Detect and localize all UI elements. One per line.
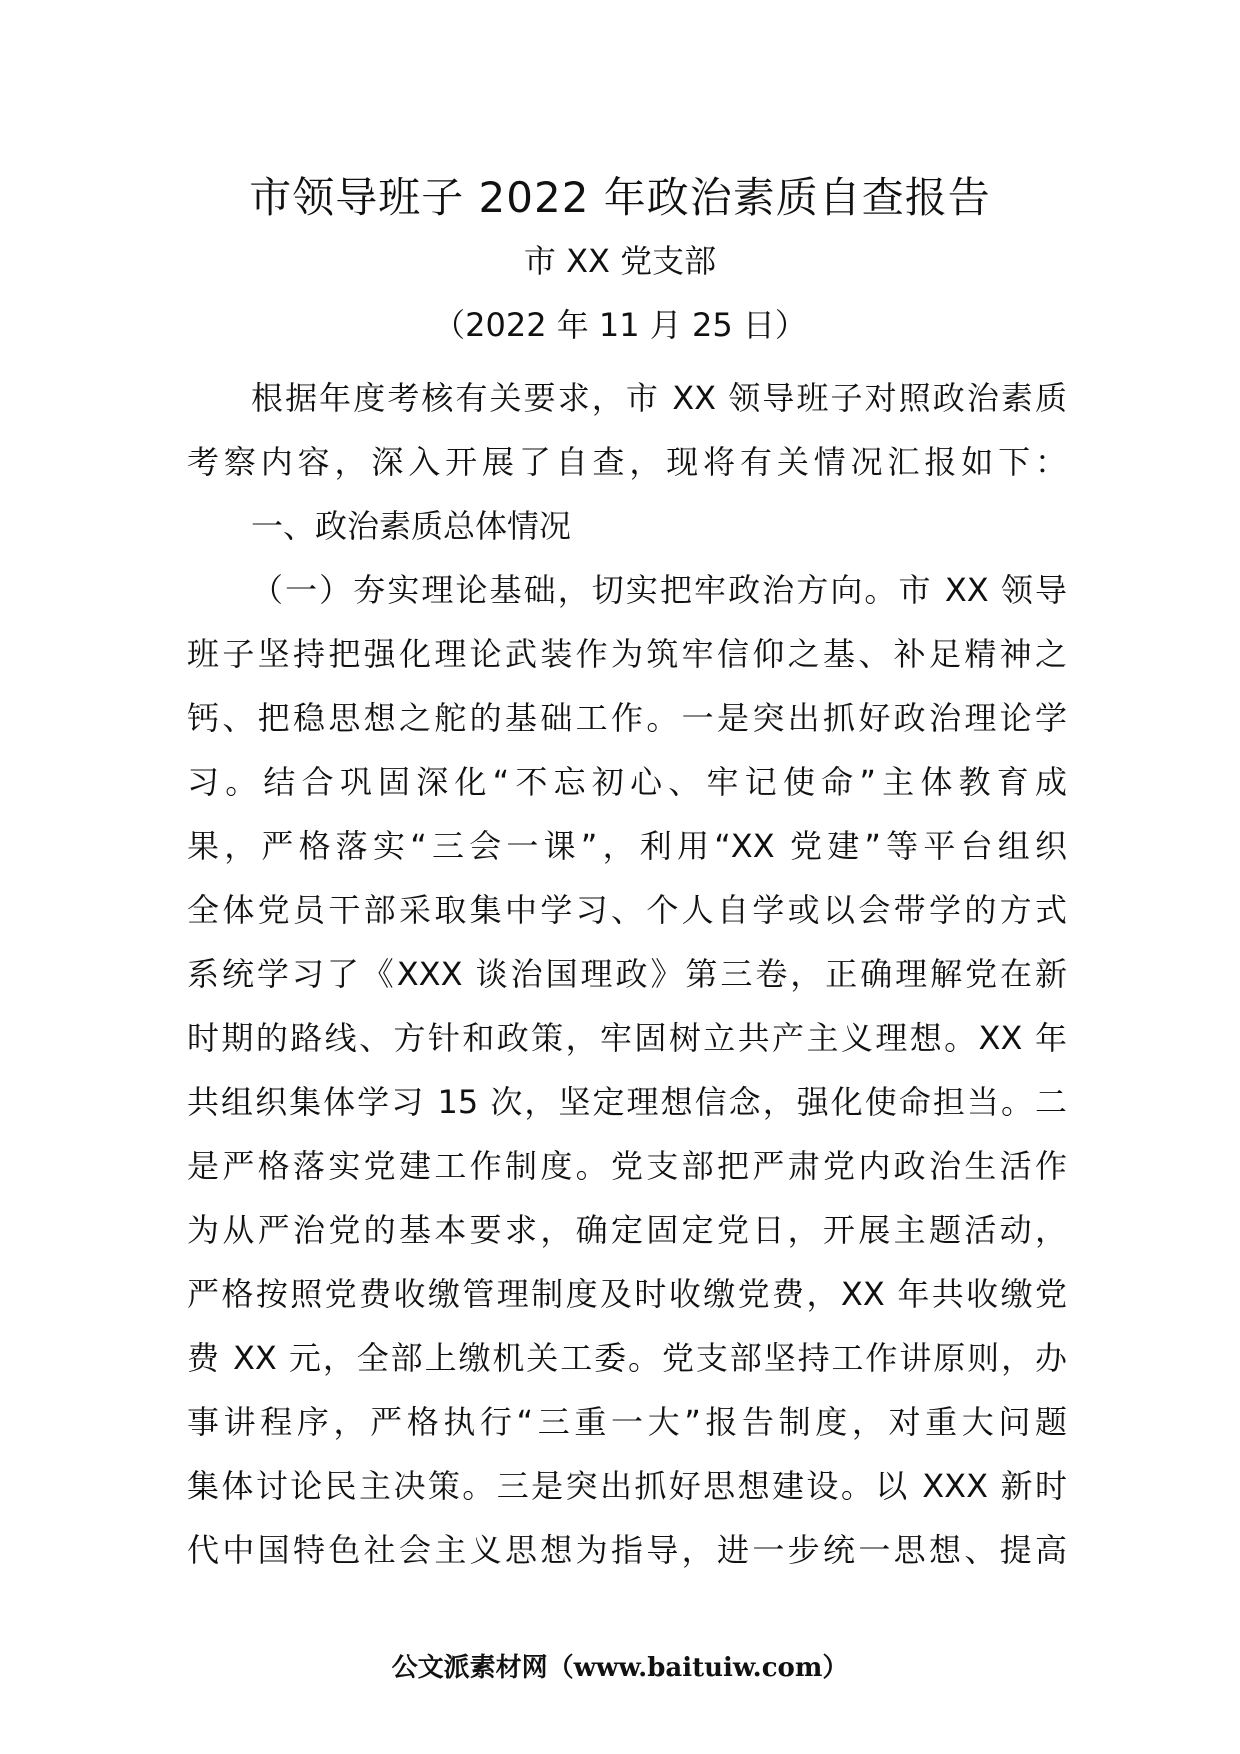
body-line: 共组织集体学习 15 次，坚定理想信念，强化使命担当。二 [187, 1083, 1067, 1121]
body-line: 习。结合巩固深化“不忘初心、牢记使命”主体教育成 [187, 763, 1067, 801]
body-line: 集体讨论民主决策。三是突出抓好思想建设。以 XXX 新时 [187, 1467, 1067, 1505]
body-line: 全体党员干部采取集中学习、个人自学或以会带学的方式 [187, 891, 1067, 929]
section-heading: 一、政治素质总体情况 [251, 507, 572, 545]
document-body [187, 366, 1067, 1582]
watermark-footer: 公文派素材网（www.baituiw.com） [391, 1653, 849, 1683]
body-line: 系统学习了《XXX 谈治国理政》第三卷，正确理解党在新 [187, 955, 1067, 993]
body-line: 时期的路线、方针和政策，牢固树立共产主义理想。XX 年 [187, 1019, 1067, 1057]
body-line: 费 XX 元，全部上缴机关工委。党支部坚持工作讲原则，办 [187, 1339, 1067, 1377]
body-line: （一）夯实理论基础，切实把牢政治方向。市 XX 领导 [251, 571, 1067, 609]
body-line: 是严格落实党建工作制度。党支部把严肃党内政治生活作 [187, 1147, 1067, 1185]
body-line: 代中国特色社会主义思想为指导，进一步统一思想、提高 [187, 1531, 1067, 1569]
body-line: 考察内容，深入开展了自查，现将有关情况汇报如下： [187, 443, 1067, 481]
document-title: 市领导班子 2022 年政治素质自查报告 [249, 173, 991, 222]
body-line: 严格按照党费收缴管理制度及时收缴党费，XX 年共收缴党 [187, 1275, 1067, 1313]
body-line: 班子坚持把强化理论武装作为筑牢信仰之基、补足精神之 [187, 635, 1067, 673]
document-subtitle: 市 XX 党支部 [523, 242, 717, 280]
body-line: 事讲程序，严格执行“三重一大”报告制度，对重大问题 [187, 1403, 1067, 1441]
body-line: 根据年度考核有关要求，市 XX 领导班子对照政治素质 [251, 379, 1067, 417]
body-line: 果，严格落实“三会一课”，利用“XX 党建”等平台组织 [187, 827, 1067, 865]
document-date: （2022 年 11 月 25 日） [433, 306, 807, 344]
body-line: 为从严治党的基本要求，确定固定党日，开展主题活动， [187, 1211, 1067, 1249]
body-line: 钙、把稳思想之舵的基础工作。一是突出抓好政治理论学 [187, 699, 1067, 737]
